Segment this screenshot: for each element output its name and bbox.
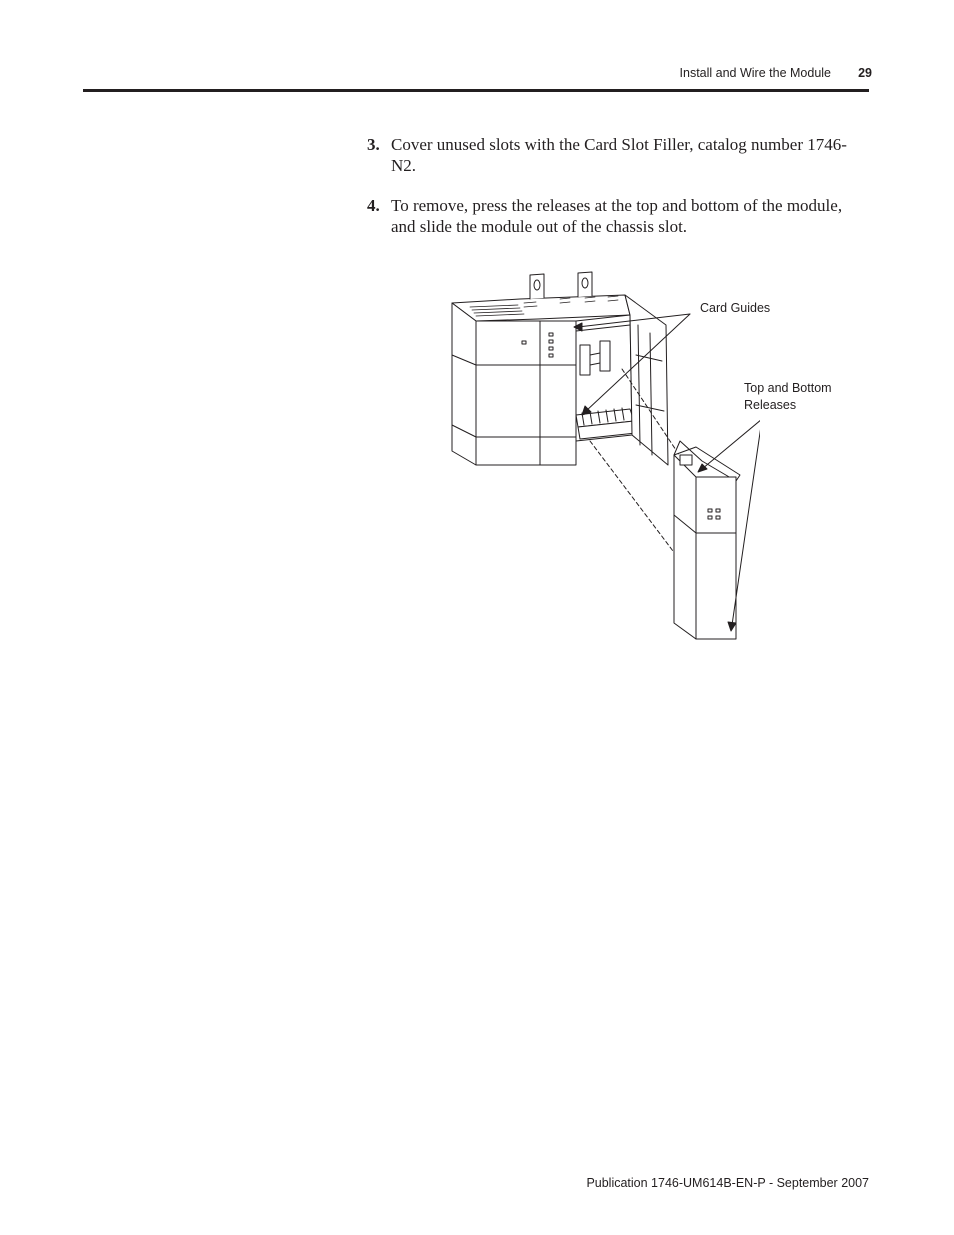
step-4 — [367, 195, 847, 237]
power-supply-face — [476, 321, 540, 465]
step-number: 3. — [367, 135, 380, 154]
removed-module-side — [674, 455, 696, 639]
step-text: Cover unused slots with the Card Slot Filler, catalog number 1746-N2. — [391, 135, 847, 175]
chassis-top — [452, 295, 630, 321]
footer-publication: Publication 1746-UM614B-EN-P - September 2007 — [586, 1176, 869, 1190]
installed-module — [540, 321, 576, 465]
removed-module-front — [696, 477, 736, 639]
backplane-connector — [580, 345, 590, 375]
step-text: To remove, press the releases at the top and bottom of the module, and slide the module out of the chassis slot. — [391, 196, 843, 236]
mounting-hole — [534, 280, 540, 290]
header-rule — [83, 89, 869, 92]
header-page-number: 29 — [858, 66, 872, 80]
callout-line: Releases — [744, 398, 797, 412]
release-latch-top — [680, 455, 692, 465]
backplane-connector — [600, 341, 610, 371]
callout-top-bottom-releases — [744, 380, 832, 414]
chassis-module-illustration — [440, 265, 760, 655]
callout-card-guides: Card Guides — [700, 301, 771, 315]
mounting-hole — [582, 278, 588, 288]
step-number: 4. — [367, 196, 380, 215]
power-supply-front — [452, 303, 476, 465]
step-3 — [367, 134, 847, 176]
header-section-title: Install and Wire the Module — [679, 66, 831, 80]
callout-line: Top and Bottom — [744, 381, 832, 395]
